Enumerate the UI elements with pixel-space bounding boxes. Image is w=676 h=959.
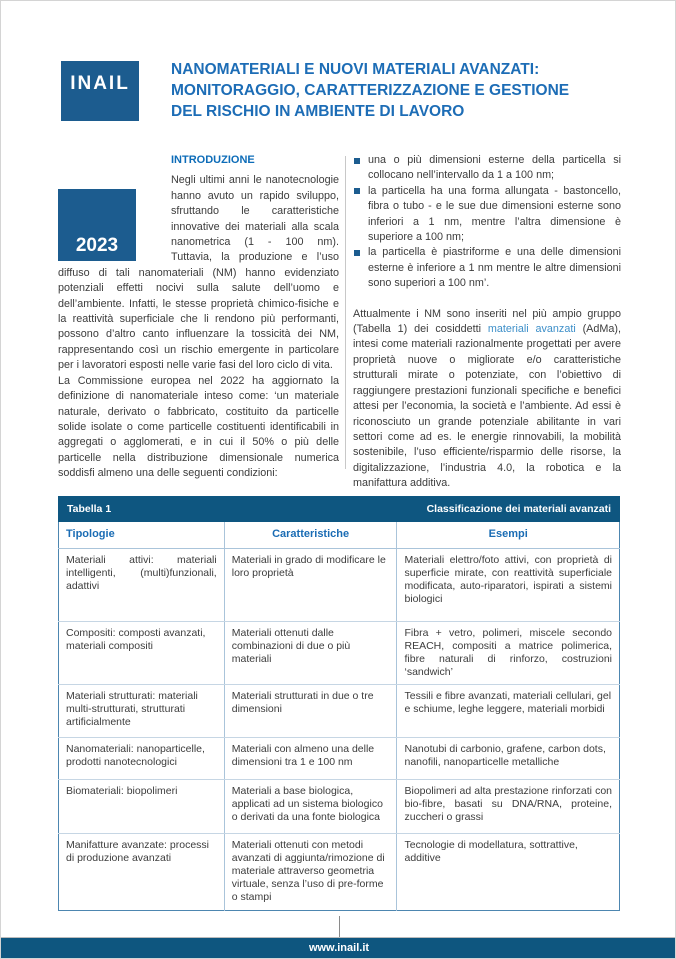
condition-text: la particella ha una forma allungata - bastoncello, fibra o tubo - e le sue due dimensioni esterne sono inferiori a 1 nm, mentre l’altra dimensione è superiore a 100 nm; — [368, 184, 621, 244]
inail-logo — [61, 61, 139, 121]
column-header-esempi: Esempi — [397, 522, 620, 548]
cell-esempi: Materiali elettro/foto attivi, con proprietà di superficie mirate, con reattività superficiale modificata, auto-riparatori, ispirati a sistemi biologici — [397, 548, 620, 621]
column-divider — [345, 156, 346, 469]
table-row — [59, 548, 620, 621]
conditions-list — [353, 153, 621, 292]
adma-text-before: Attualmente i NM sono inseriti nel più ampio gruppo (Tabella 1) dei cosiddetti — [353, 307, 621, 336]
materiali-avanzati-link[interactable]: materiali avanzati — [487, 323, 576, 336]
table-row — [59, 779, 620, 833]
table-section — [58, 496, 620, 911]
condition-text: la particella è piastriforme e una delle dimensioni esterne è inferiore a 1 nm mentre le altre dimensioni sono superiori a 100 nm’. — [368, 246, 621, 290]
footer-bar — [1, 937, 676, 958]
conditions-column — [353, 153, 621, 492]
list-item — [353, 245, 621, 291]
list-item — [353, 184, 621, 246]
bullet-square-icon — [354, 158, 360, 164]
page-title-line-1: NANOMATERIALI E NUOVI MATERIALI AVANZATI: — [171, 61, 540, 78]
cell-esempi: Nanotubi di carbonio, grafene, carbon dots, nanofili, nanoparticelle metalliche — [397, 737, 620, 779]
bullet-square-icon — [354, 250, 360, 256]
column-header-tipologie: Tipologie — [59, 522, 225, 548]
intro-heading: INTRODUZIONE — [171, 154, 255, 166]
cell-tipologie: Materiali strutturati: materiali multi-strutturati, strutturati artificialmente — [59, 684, 225, 737]
table-row — [59, 621, 620, 684]
table-subtitle: Classificazione dei materiali avanzati — [426, 503, 611, 515]
cell-esempi: Tecnologie di modellatura, sottrattive, additive — [404, 838, 578, 864]
year-badge-text: 2023 — [75, 234, 119, 256]
cell-tipologie: Materiali attivi: materiali intelligenti, (multi)funzionali, adattivi — [59, 548, 225, 621]
cell-tipologie: Biomateriali: biopolimeri — [59, 779, 225, 833]
table-header-row — [59, 522, 620, 548]
cell-esempi: Tessili e fibre avanzati, materiali cellulari, gel e schiume, leghe leggere, materiali morbidi — [397, 684, 620, 737]
cell-caratteristiche: Materiali in grado di modificare le loro proprietà — [224, 548, 397, 621]
center-crop-mark — [339, 916, 340, 939]
cell-tipologie: Manifatture avanzate: processi di produzione avanzati — [59, 833, 225, 910]
cell-tipologie: Compositi: composti avanzati, materiali compositi — [59, 621, 225, 684]
cell-caratteristiche: Materiali ottenuti dalle combinazioni di due o più materiali — [224, 621, 397, 684]
list-item — [353, 153, 621, 184]
year-badge — [58, 189, 136, 261]
cell-esempi: Biopolimeri ad alta prestazione rinforzati con bio-fibre, basati su DNA/RNA, proteine, zuccheri o grassi — [397, 779, 620, 833]
cell-caratteristiche: Materiali strutturati in due o tre dimensioni — [224, 684, 397, 737]
table-row — [59, 833, 620, 910]
table-row — [59, 737, 620, 779]
intro-column — [58, 153, 339, 482]
column-header-caratteristiche: Caratteristiche — [224, 522, 397, 548]
year-float — [58, 153, 171, 261]
table-row — [59, 684, 620, 737]
adma-paragraph — [353, 307, 621, 492]
cell-caratteristiche: Materiali ottenuti con metodi avanzati di aggiunta/rimozione di materiale attraverso geometria virtuale, senza l’uso di pre-forme o stampi — [224, 833, 397, 910]
cell-tipologie: Nanomateriali: nanoparticelle, prodotti nanotecnologici — [59, 737, 225, 779]
condition-text: una o più dimensioni esterne della particella si collocano nell’intervallo da 1 a 100 nm; — [368, 154, 621, 182]
footer-url[interactable]: www.inail.it — [308, 942, 370, 954]
adma-text-after: (AdMa), intesi come materiali razionalmente progettati per avere proprietà nuove o migliorate e/o caratteristiche strutturali mirate o potenziate, con l’obiettivo di raggiungere prestazioni funzionali specifiche e benefici attesi per l’economia, la società e l’ambiente. Ad essi è riconosciuto un grande potenziale abilitante in vari settori come ad es. le energie rinnovabili, la mobilità sostenibile, l’uso efficiente/risparmio delle risorse, la digitalizzazione, l’industria 4.0, la robotica e la manifattura additiva. — [353, 323, 621, 490]
intro-paragraph-2: La Commissione europea nel 2022 ha aggiornato la definizione di nanomateriale inteso come: ‘un materiale naturale, derivato o fabbricato, costituito da particelle solide isolate o come particelle costituenti identificabili in aggregati o agglomerati, e in cui il 50% o più delle particelle nella distribuzione dimensionale numerica soddisfi almeno una delle seguenti condizioni: — [58, 374, 339, 480]
page-title — [171, 59, 633, 122]
table-title-bar — [58, 496, 620, 522]
adma-classification-table — [58, 522, 620, 911]
cell-caratteristiche: Materiali con almeno una delle dimensioni tra 1 e 100 nm — [224, 737, 397, 779]
cell-caratteristiche: Materiali a base biologica, applicati ad un sistema biologico o derivati da una fonte biologica — [224, 779, 397, 833]
inail-logo-text: INAIL — [70, 73, 130, 94]
page-title-line-3: DEL RISCHIO IN AMBIENTE DI LAVORO — [171, 103, 465, 120]
intro-paragraph-1: Negli ultimi anni le nanotecnologie hanno avuto un rapido sviluppo, sfruttando le caratteristiche innovative dei materiali alla scala nanometrica (1 - 100 nm). Tuttavia, la produzione e l’uso diffuso di tali nanomateriali (NM) hanno evidenziato potenziali effetti nocivi sulla salute dell’uomo e dell’ambiente. Infatti, le stesse proprietà chimico-fisiche e la reattività superficiale che li rendono più performanti, possono d’altro canto influenzare la tossicità dei NM, rappresentando così un rischio emergente in particolare per i lavoratori esposti nelle varie fasi del loro ciclo di vita. — [58, 174, 339, 372]
page-title-line-2: MONITORAGGIO, CARATTERIZZAZIONE E GESTIONE — [171, 82, 570, 99]
table-title: Tabella 1 — [67, 503, 112, 515]
bullet-square-icon — [354, 188, 360, 194]
cell-esempi: Fibra + vetro, polimeri, miscele secondo REACH, compositi a matrice polimerica, fibre naturali di rinforzo, costruzioni ‘sandwich’ — [397, 621, 620, 684]
